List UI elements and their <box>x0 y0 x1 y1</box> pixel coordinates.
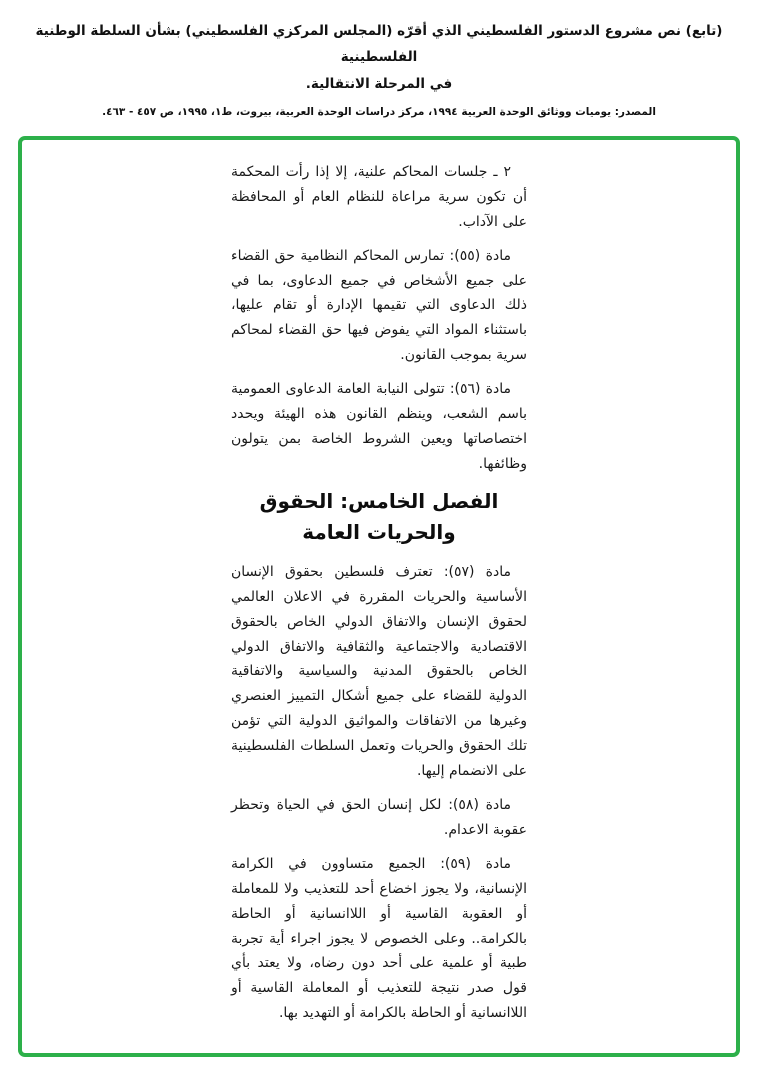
paragraph-article-59: مادة (٥٩): الجميع متساوون في الكرامة الإنسانية، ولا يجوز اخضاع أحد للتعذيب ولا للمعاملة أو العقوبة القاسية أو اللاانسانية أو الحاطة بالكرامة.. وعلى الخصوص لا يجوز اجراء أية تجربة طبية أو علمية على أحد دون رضاه، ولا يعتد بأي قول صدر نتيجة للتعذيب أو المعاملة القاسية أو اللاانسانية أو الحاطة بالكرامة أو التهديد بها. <box>231 855 527 1022</box>
paragraph-article-56: مادة (٥٦): تتولى النيابة العامة الدعاوى العمومية باسم الشعب، وينظم القانون هذه الهيئة ويحدد اختصاصاتها ويعين الشروط الخاصة بمن يتولون وظائفها. <box>231 381 527 472</box>
paragraph-article-57: مادة (٥٧): تعترف فلسطين بحقوق الإنسان الأساسية والحريات المقررة في الاعلان العالمي لحقوق الإنسان والاتفاق الدولي الخاص بالحقوق الاقتصادية والاجتماعية والثقافية والاتفاق الدولي الخاص بالحقوق المدنية والسياسية والاتفاقية الدولية للقضاء على جميع أشكال التمييز العنصري وغيرها من الاتفاقات والمواثيق الدولية التي تؤمن تلك الحقوق والحريات وتعمل السلطات الفلسطينية على الانضمام إليها. <box>231 563 527 780</box>
paragraph-article-58: مادة (٥٨): لكل إنسان الحق في الحياة وتحظر عقوبة الاعدام. <box>231 796 527 838</box>
section-heading-chapter-five: الفصل الخامس: الحقوق والحريات العامة <box>259 488 499 544</box>
document-title-line2: في المرحلة الانتقالية. <box>305 75 453 92</box>
text-column <box>231 160 527 1026</box>
document-title-line1: (تابع) نص مشروع الدستور الفلسطيني الذي أقرّه (المجلس المركزي الفلسطيني) بشأن السلطة الوطنية الفلسطينية <box>35 23 723 66</box>
paragraph-article-55: مادة (٥٥): تمارس المحاكم النظامية حق القضاء على جميع الأشخاص في جميع الدعاوى، بما في ذلك الدعاوى التي تقيمها الإدارة أو تقام عليها، باستثناء المواد التي يفوض فيها حق القضاء لمحاكم سرية بموجب القانون. <box>231 247 527 364</box>
document-source-line: المصدر: يوميات ووثائق الوحدة العربية ١٩٩٤، مركز دراسات الوحدة العربية، بيروت، ط١، ١٩٩٥، ص ٤٥٧ - ٤٦٣. <box>102 105 656 118</box>
document-header <box>0 16 758 122</box>
content-frame <box>18 136 740 1057</box>
document-title <box>34 18 724 97</box>
paragraph-court-sessions: ٢ ـ جلسات المحاكم علنية، إلا إذا رأت المحكمة أن تكون سرية مراعاة للنظام العام أو المحافظة على الآداب. <box>231 163 527 230</box>
